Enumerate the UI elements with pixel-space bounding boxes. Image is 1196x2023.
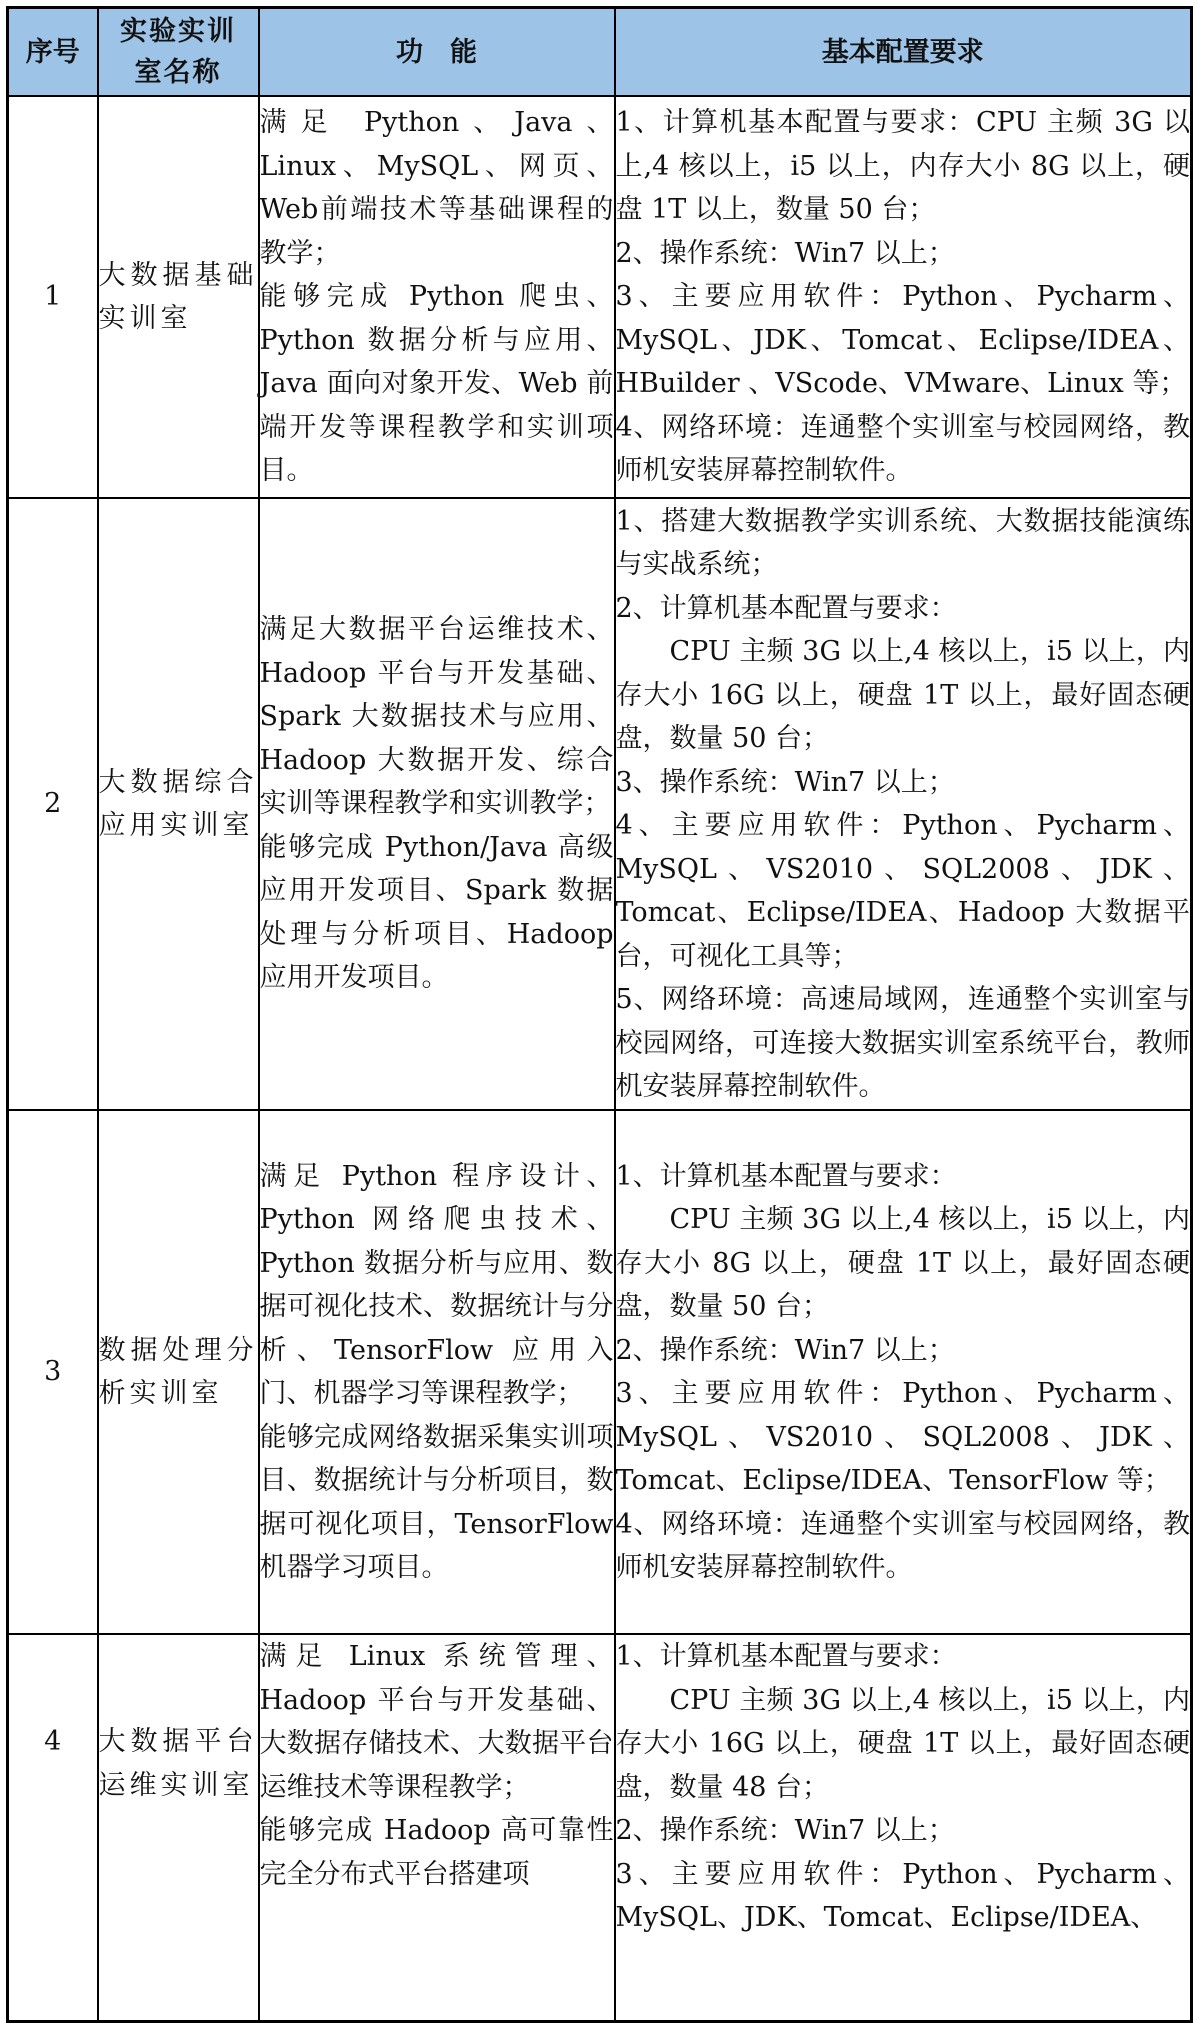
table-row	[8, 1634, 1192, 2022]
lab-requirements	[615, 498, 1192, 1110]
requirement-item: 3、主要应用软件：Python、Pycharm、MySQL、JDK、Tomcat、Eclipse/IDEA、	[615, 1858, 1190, 1933]
requirement-item: 4、网络环境：连通整个实训室与校园网络，教师机安装屏幕控制软件。	[615, 411, 1190, 487]
requirement-item: 1、计算机基本配置与要求：	[615, 1641, 957, 1672]
row-number: 3	[8, 1110, 98, 1634]
header-requirements: 基本配置要求	[615, 8, 1192, 97]
lab-function	[259, 96, 615, 498]
requirement-item: 2、操作系统：Win7 以上；	[615, 1334, 955, 1366]
lab-function	[259, 1110, 615, 1634]
lab-name: 大数据平台运维实训室	[98, 1634, 259, 2022]
requirement-item: CPU 主频 3G 以上,4 核以上，i5 以上，内存大小 16G 以上，硬盘 1T 以上，最好固态硬盘，数量 48 台；	[615, 1684, 1190, 1803]
function-paragraph: 能够完成 Python 爬虫、Python 数据分析与应用、Java 面向对象开发、Web 前端开发等课程教学和实训项目。	[259, 281, 614, 487]
requirement-item: CPU 主频 3G 以上,4 核以上，i5 以上，内存大小 16G 以上，硬盘 1T 以上，最好固态硬盘，数量 50 台；	[615, 636, 1190, 754]
table-header-row	[8, 8, 1192, 97]
requirement-item: 2、操作系统：Win7 以上；	[615, 237, 955, 269]
function-paragraph: 能够完成 Hadoop 高可靠性完全分布式平台搭建项	[259, 1815, 614, 1890]
requirement-item: 1、计算机基本配置与要求：CPU 主频 3G 以上,4 核以上，i5 以上，内存大小 8G 以上，硬盘 1T 以上，数量 50 台；	[615, 107, 1190, 226]
function-paragraph: 满足大数据平台运维技术、Hadoop 平台与开发基础、Spark 大数据技术与应用、Hadoop 大数据开发、综合实训等课程教学和实训教学；	[259, 614, 614, 820]
header-name-text: 实验实训室名称	[120, 16, 236, 88]
row-number: 1	[8, 96, 98, 498]
requirement-item: 4、主要应用软件：Python、Pycharm、MySQL、VS2010、SQL2008、JDK、Tomcat、Eclipse/IDEA、Hadoop 大数据平台，可视化工具等；	[615, 810, 1190, 972]
header-name	[98, 8, 259, 97]
function-paragraph: 满足 Linux 系统管理、Hadoop 平台与开发基础、大数据存储技术、大数据平台运维技术等课程教学；	[259, 1641, 614, 1803]
table-row	[8, 96, 1192, 498]
table-row	[8, 498, 1192, 1110]
requirement-item: 3、操作系统：Win7 以上；	[615, 766, 955, 798]
header-no: 序号	[8, 8, 98, 97]
requirement-item: 2、操作系统：Win7 以上；	[615, 1815, 955, 1846]
table-row	[8, 1110, 1192, 1634]
requirement-item: 4、网络环境：连通整个实训室与校园网络，教师机安装屏幕控制软件。	[615, 1508, 1190, 1583]
header-function: 功 能	[259, 8, 615, 97]
lab-config-table	[6, 6, 1193, 2023]
lab-name: 大数据基础实训室	[98, 96, 259, 498]
requirement-item: 2、计算机基本配置与要求：	[615, 592, 957, 624]
lab-name: 数据处理分析实训室	[98, 1110, 259, 1634]
requirement-item: 1、搭建大数据教学实训系统、大数据技能演练与实战系统；	[615, 505, 1190, 580]
requirement-item: CPU 主频 3G 以上,4 核以上，i5 以上，内存大小 8G 以上，硬盘 1T 以上，最好固态硬盘，数量 50 台；	[615, 1204, 1190, 1322]
requirement-item: 3、主要应用软件：Python、Pycharm、MySQL、JDK、Tomcat、Eclipse/IDEA、HBuilder 、VScode、VMware、Linux 等；	[615, 281, 1190, 400]
row-number: 2	[8, 498, 98, 1110]
function-paragraph: 能够完成 Python/Java 高级应用开发项目、Spark 数据处理与分析项目、Hadoop 应用开发项目。	[259, 831, 614, 994]
lab-requirements	[615, 1634, 1192, 2022]
requirement-item: 5、网络环境：高速局域网，连通整个实训室与校园网络，可连接大数据实训室系统平台，教师机安装屏幕控制软件。	[615, 984, 1190, 1102]
row-number: 4	[8, 1634, 98, 2022]
requirement-item: 3、主要应用软件：Python、Pycharm、MySQL、VS2010、SQL2008、JDK、Tomcat、Eclipse/IDEA、TensorFlow 等；	[615, 1378, 1190, 1496]
lab-function	[259, 1634, 615, 2022]
lab-requirements	[615, 96, 1192, 498]
lab-name: 大数据综合应用实训室	[98, 498, 259, 1110]
function-paragraph: 满足 Python、Java、Linux、MySQL、网页、Web前端技术等基础课程的教学；	[259, 107, 614, 269]
lab-requirements	[615, 1110, 1192, 1634]
function-paragraph: 满足 Python 程序设计、Python 网络爬虫技术、Python 数据分析与应用、数据可视化技术、数据统计与分析、TensorFlow 应用入门、机器学习等课程教学；	[259, 1160, 614, 1409]
function-paragraph: 能够完成网络数据采集实训项目、数据统计与分析项目，数据可视化项目，TensorFlow 机器学习项目。	[259, 1421, 614, 1583]
table-body	[8, 96, 1192, 2022]
requirement-item: 1、计算机基本配置与要求：	[615, 1160, 957, 1192]
lab-function	[259, 498, 615, 1110]
